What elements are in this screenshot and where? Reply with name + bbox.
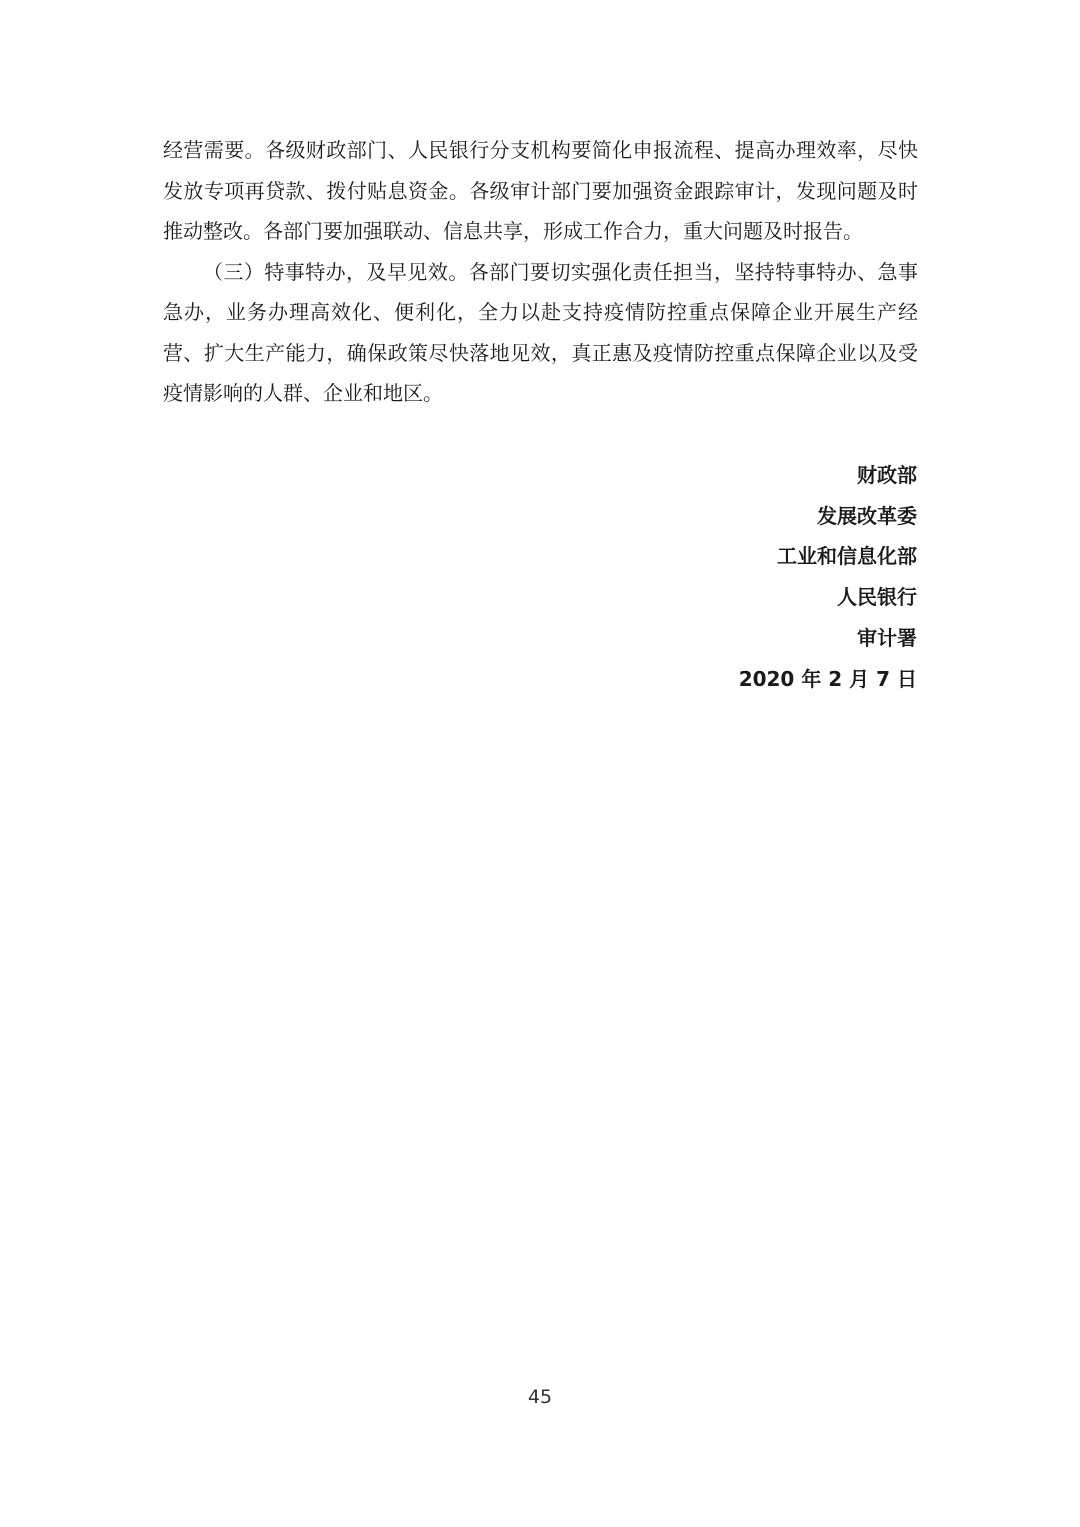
document-date: 2020 年 2 月 7 日 [738, 666, 917, 691]
signature-block [739, 455, 917, 699]
body-text [163, 130, 918, 414]
signatory-ministry-of-finance: 财政部 [857, 463, 917, 487]
paragraph-section-three: （三）特事特办，及早见效。各部门要切实强化责任担当，坚持特事特办、急事急办，业务办理高效化、便利化，全力以赴支持疫情防控重点保障企业开展生产经营、扩大生产能力，确保政策尽快落地见效，真正惠及疫情防控重点保障企业以及受疫情影响的人群、企业和地区。 [163, 259, 918, 405]
signatory-audit-office: 审计署 [857, 625, 917, 650]
signatory-pboc: 人民银行 [837, 585, 917, 610]
paragraph-continued: 经营需要。各级财政部门、人民银行分支机构要简化申报流程、提高办理效率，尽快发放专项再贷款、拨付贴息资金。各级审计部门要加强资金跟踪审计，发现问题及时推动整改。各部门要加强联动、信息共享，形成工作合力，重大问题及时报告。 [163, 138, 918, 243]
page-number: 45 [527, 1386, 553, 1408]
signatory-ndrc: 发展改革委 [817, 503, 917, 528]
signatory-miit: 工业和信息化部 [777, 544, 917, 569]
